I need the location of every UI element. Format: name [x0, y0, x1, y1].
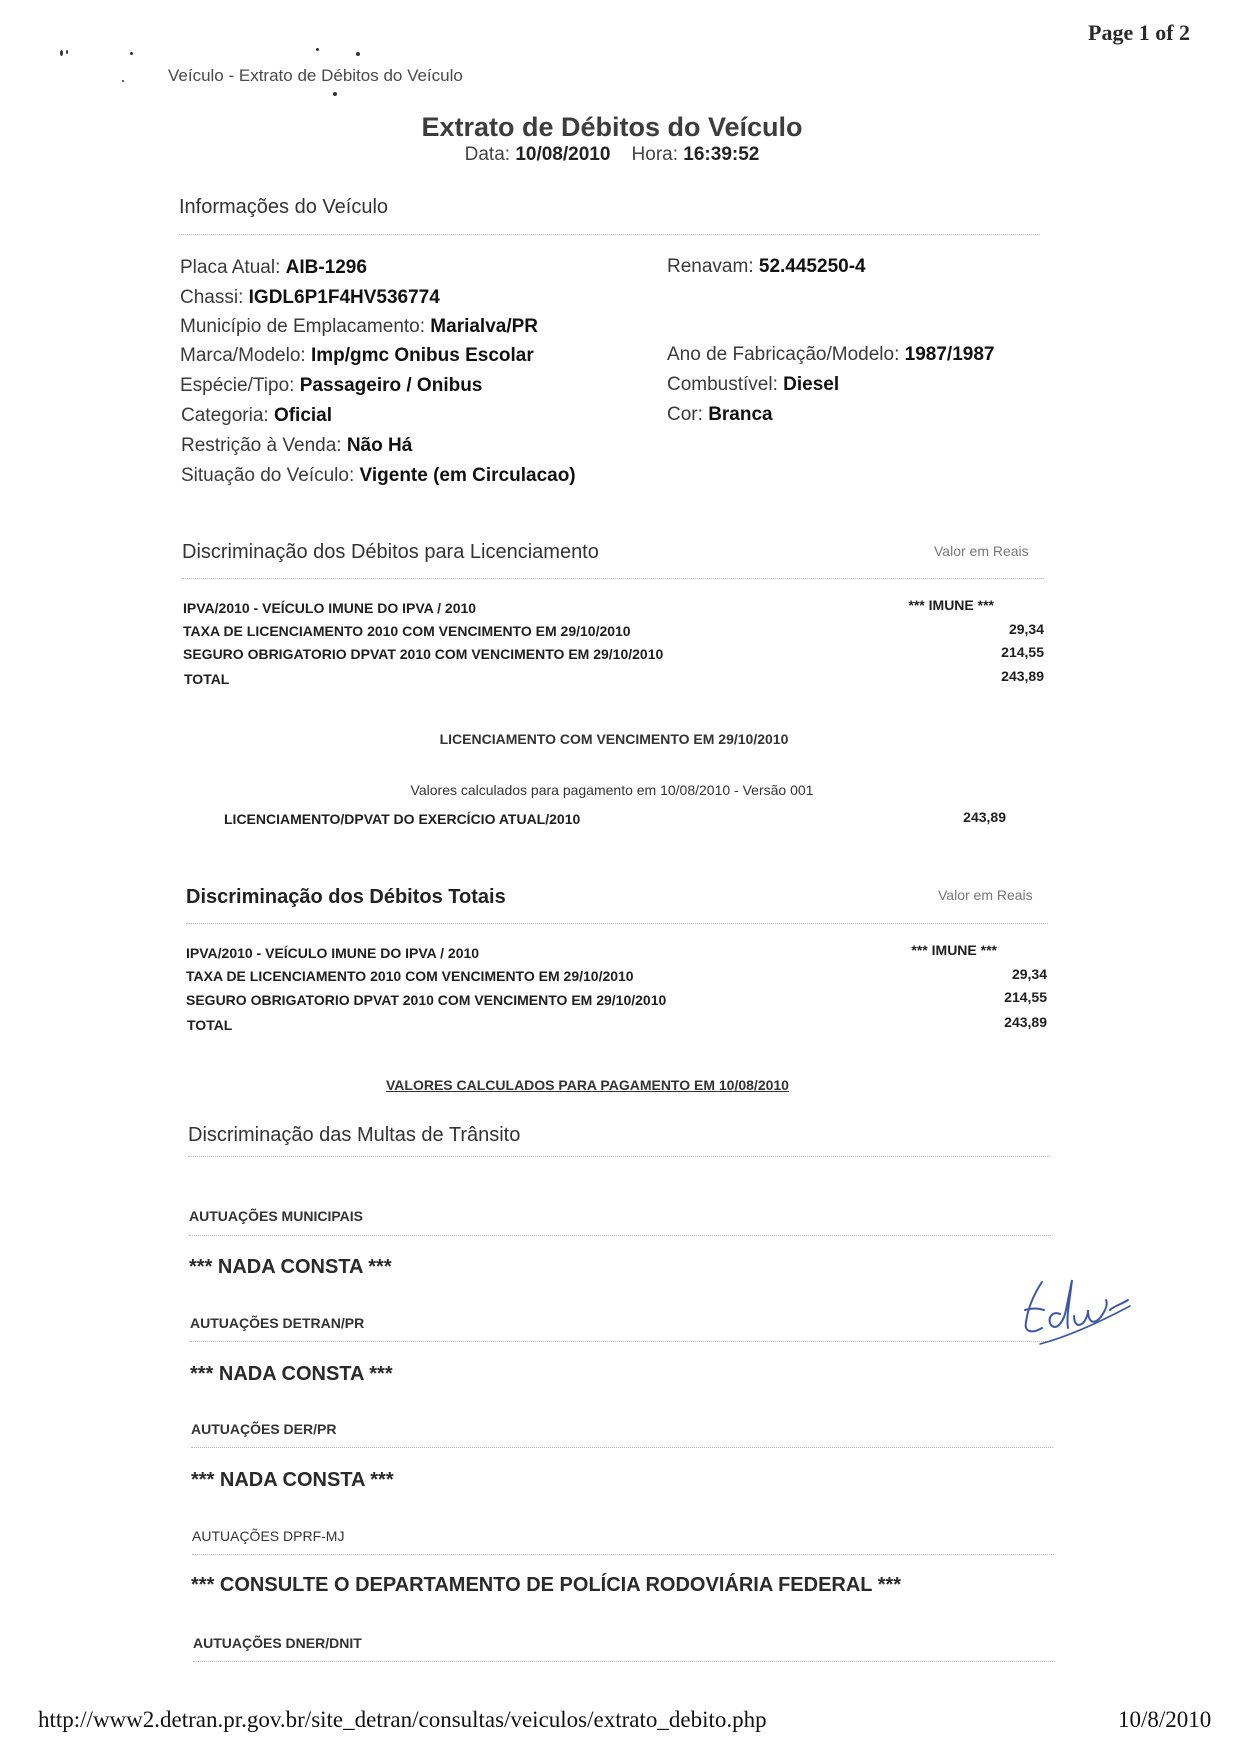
divider: [182, 578, 1044, 579]
especie-value: Passageiro / Onibus: [299, 375, 483, 396]
date-label: Data:: [464, 144, 511, 165]
totais-currency-note: Valor em Reais: [938, 887, 1033, 903]
multas-heading: Discriminação das Multas de Trânsito: [188, 1124, 521, 1146]
chassi-label: Chassi:: [180, 287, 244, 308]
handwritten-signature: [1010, 1270, 1140, 1350]
tot-row-value: 214,55: [1004, 989, 1047, 1005]
licenciamento-due-line: LICENCIAMENTO COM VENCIMENTO EM 29/10/2010: [439, 731, 789, 747]
licenciamento-currency-note: Valor em Reais: [934, 543, 1029, 559]
ano-row: [667, 344, 994, 366]
multas-group-title: AUTUAÇÕES DPRF-MJ: [192, 1528, 345, 1544]
divider: [179, 234, 1040, 235]
scan-speck: [356, 52, 360, 56]
scan-speck: [130, 52, 133, 55]
footer-url[interactable]: http://www2.detran.pr.gov.br/site_detran/consultas/veiculos/extrato_debito.php: [38, 1707, 767, 1732]
renavam-label: Renavam:: [667, 256, 754, 277]
scan-speck: [66, 50, 68, 54]
multas-group-status: *** NADA CONSTA ***: [190, 1363, 393, 1385]
categoria-value: Oficial: [273, 405, 333, 426]
scan-speck: [333, 92, 337, 96]
divider: [192, 1554, 1054, 1555]
ano-value: 1987/1987: [904, 344, 995, 365]
lic-row-value: *** IMUNE ***: [908, 597, 994, 613]
municipio-row: [180, 316, 538, 338]
licenciamento-calc-note: Valores calculados para pagamento em 10/08/2010 - Versão 001: [410, 782, 814, 798]
multas-group-status: *** NADA CONSTA ***: [189, 1256, 392, 1278]
cor-label: Cor:: [667, 404, 703, 425]
time-label: Hora:: [631, 144, 679, 165]
lic-row-desc: IPVA/2010 - VEÍCULO IMUNE DO IPVA / 2010: [183, 600, 477, 616]
chassi-value: IGDL6P1F4HV536774: [248, 287, 440, 308]
scan-speck: [316, 48, 319, 51]
multas-group-title: AUTUAÇÕES DETRAN/PR: [190, 1315, 365, 1331]
multas-group-status: *** NADA CONSTA ***: [191, 1469, 394, 1491]
cor-row: [667, 404, 773, 426]
marca-value: Imp/gmc Onibus Escolar: [310, 345, 534, 366]
combustivel-value: Diesel: [783, 374, 840, 395]
placa-label: Placa Atual:: [180, 257, 281, 278]
marca-row: [180, 345, 534, 367]
categoria-row: [181, 405, 332, 427]
vehicle-info-heading: Informações do Veículo: [179, 196, 389, 218]
licenciamento-heading: Discriminação dos Débitos para Licenciamento: [182, 541, 599, 563]
lic-row-desc: TOTAL: [184, 671, 230, 687]
tot-row-desc: SEGURO OBRIGATORIO DPVAT 2010 COM VENCIMENTO EM 29/10/2010: [186, 992, 667, 1008]
footer-date: 10/8/2010: [1118, 1707, 1212, 1732]
divider: [193, 1661, 1055, 1662]
multas-group-title: AUTUAÇÕES DER/PR: [191, 1421, 337, 1437]
totais-heading: Discriminação dos Débitos Totais: [186, 886, 506, 908]
situacao-row: [181, 465, 576, 487]
tot-row-value: 29,34: [1011, 966, 1047, 982]
renavam-value: 52.445250-4: [758, 256, 866, 277]
restricao-label: Restrição à Venda:: [181, 435, 342, 456]
especie-row: [180, 375, 482, 397]
multas-group-status: *** CONSULTE O DEPARTAMENTO DE POLÍCIA RODOVIÁRIA FEDERAL ***: [191, 1574, 902, 1596]
licenciamento-exercise-value: 243,89: [963, 809, 1006, 825]
placa-row: [180, 257, 367, 279]
breadcrumb: Veículo - Extrato de Débitos do Veículo: [168, 66, 463, 85]
tot-row-desc: IPVA/2010 - VEÍCULO IMUNE DO IPVA / 2010: [186, 945, 480, 961]
tot-row-desc: TAXA DE LICENCIAMENTO 2010 COM VENCIMENTO EM 29/10/2010: [186, 968, 634, 984]
document-datetime: [0, 144, 1224, 166]
municipio-value: Marialva/PR: [430, 316, 539, 337]
lic-row-value: 243,89: [1001, 668, 1044, 684]
lic-row-value: 29,34: [1008, 621, 1044, 637]
situacao-label: Situação do Veículo:: [181, 465, 355, 486]
lic-row-desc: SEGURO OBRIGATORIO DPVAT 2010 COM VENCIMENTO EM 29/10/2010: [183, 646, 664, 662]
multas-group-title: AUTUAÇÕES DNER/DNIT: [193, 1635, 362, 1651]
time-value: 16:39:52: [683, 144, 760, 165]
situacao-value: Vigente (em Circulacao): [359, 465, 576, 486]
restricao-value: Não Há: [346, 435, 413, 456]
categoria-label: Categoria:: [181, 405, 269, 426]
especie-label: Espécie/Tipo:: [180, 375, 295, 396]
marca-label: Marca/Modelo:: [180, 345, 306, 366]
cor-value: Branca: [708, 404, 773, 425]
divider: [188, 1156, 1050, 1157]
ano-label: Ano de Fabricação/Modelo:: [667, 344, 900, 365]
lic-row-value: 214,55: [1001, 644, 1044, 660]
placa-value: AIB-1296: [285, 257, 367, 278]
licenciamento-exercise-desc: LICENCIAMENTO/DPVAT DO EXERCÍCIO ATUAL/2010: [224, 811, 581, 827]
document-title: Extrato de Débitos do Veículo: [421, 112, 803, 142]
page-number: Page 1 of 2: [1088, 20, 1191, 45]
renavam-row: [667, 256, 866, 278]
scan-speck: [122, 80, 124, 82]
divider: [190, 1341, 1052, 1342]
municipio-label: Município de Emplacamento:: [180, 316, 426, 337]
lic-row-desc: TAXA DE LICENCIAMENTO 2010 COM VENCIMENTO EM 29/10/2010: [183, 623, 631, 639]
scan-speck: [60, 50, 63, 56]
totais-calc-link[interactable]: VALORES CALCULADOS PARA PAGAMENTO EM 10/08/2010: [386, 1077, 789, 1093]
divider: [191, 1447, 1053, 1448]
combustivel-row: [667, 374, 839, 396]
tot-row-value: *** IMUNE ***: [911, 942, 997, 958]
multas-group-title: AUTUAÇÕES MUNICIPAIS: [189, 1208, 363, 1224]
divider: [189, 1235, 1051, 1236]
date-value: 10/08/2010: [515, 144, 611, 165]
combustivel-label: Combustível:: [667, 374, 778, 395]
divider: [186, 923, 1048, 924]
restricao-row: [181, 435, 412, 457]
tot-row-value: 243,89: [1004, 1014, 1047, 1030]
tot-row-desc: TOTAL: [187, 1017, 233, 1033]
chassi-row: [180, 287, 440, 309]
